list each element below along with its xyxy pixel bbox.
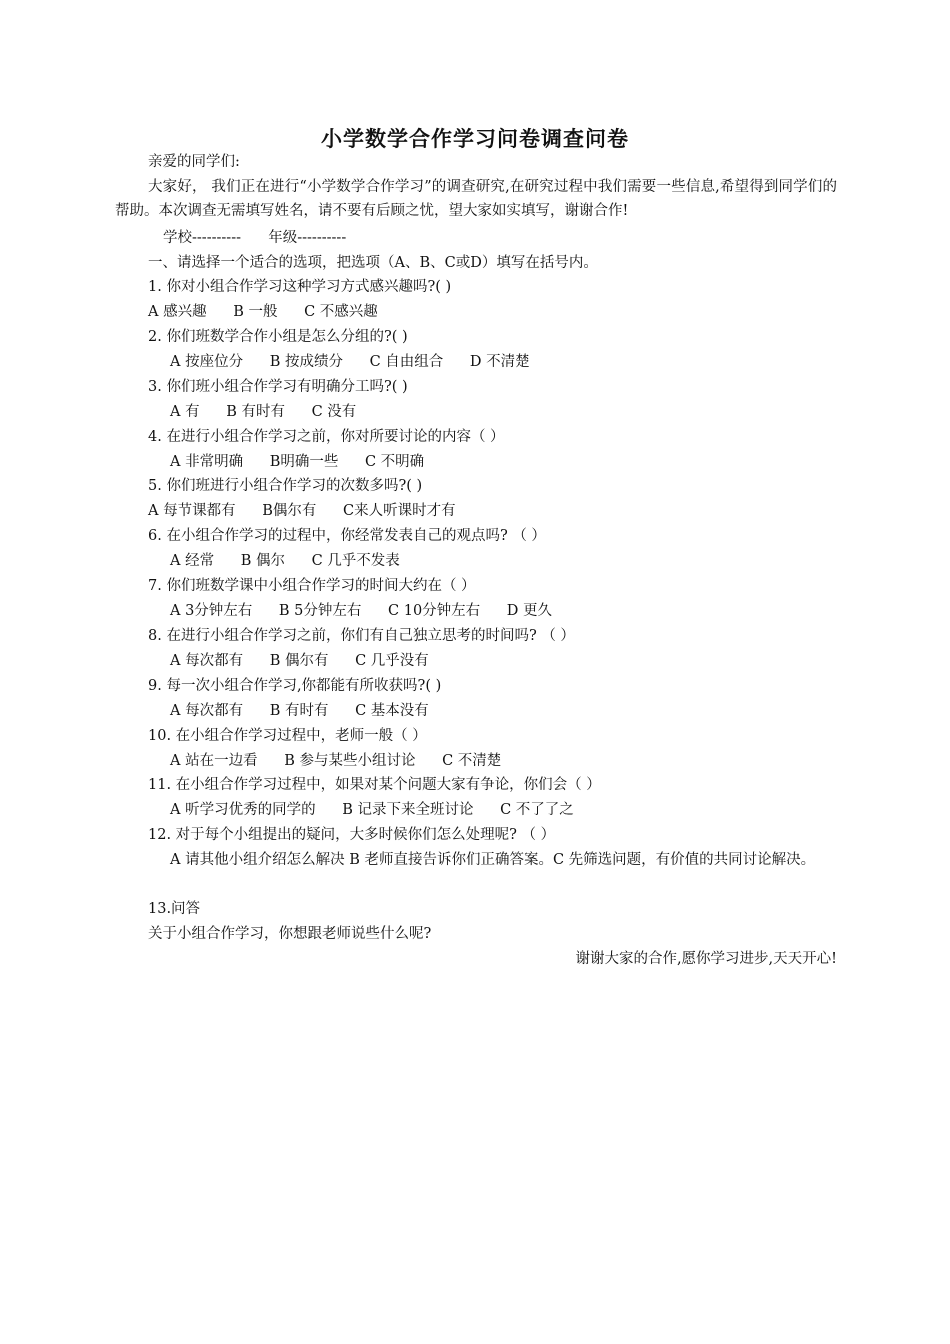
- options-5: [148, 501, 478, 521]
- options-10: [170, 751, 523, 771]
- option[interactable]: C 不感兴趣: [304, 304, 378, 320]
- option[interactable]: A 每次都有: [170, 653, 244, 669]
- option[interactable]: A 每次都有: [170, 703, 244, 719]
- option[interactable]: C 没有: [311, 404, 357, 420]
- options-7: [170, 601, 574, 621]
- option[interactable]: C 10分钟左右: [388, 603, 481, 619]
- option[interactable]: D 不清楚: [469, 354, 530, 370]
- question-11: 11. 在小组合作学习过程中，如果对某个问题大家有争论，你们会（ ）: [148, 777, 601, 793]
- option[interactable]: C 不明确: [364, 454, 425, 470]
- option[interactable]: B 5分钟左右: [278, 603, 362, 619]
- question-13-prompt: 关于小组合作学习，你想跟老师说些什么呢?: [148, 926, 432, 942]
- question-3: 3. 你们班小组合作学习有明确分工吗?( ): [148, 379, 408, 395]
- option[interactable]: A 按座位分: [170, 354, 244, 370]
- option[interactable]: A 有: [170, 404, 200, 420]
- option[interactable]: A 每节课都有: [148, 503, 236, 519]
- question-7: 7. 你们班数学课中小组合作学习的时间大约在（ ）: [148, 578, 476, 594]
- option[interactable]: A 3分钟左右: [170, 603, 253, 619]
- options-6: [170, 551, 422, 571]
- question-2: 2. 你们班数学合作小组是怎么分组的?( ): [148, 329, 408, 345]
- instruction-text: 一、请选择一个适合的选项，把选项（A、B、C或D）填写在括号内。: [148, 255, 598, 271]
- options-3: [170, 402, 378, 422]
- options-9: [170, 701, 451, 721]
- question-5: 5. 你们班进行小组合作学习的次数多吗?( ): [148, 478, 423, 494]
- option[interactable]: C 几乎没有: [355, 653, 429, 669]
- question-8: 8. 在进行小组合作学习之前，你们有自己独立思考的时间吗? （ ）: [148, 628, 575, 644]
- question-1: 1. 你对小组合作学习这种学习方式感兴趣吗?( ): [148, 279, 452, 295]
- question-13-title: 13.问答: [148, 901, 201, 917]
- option[interactable]: C来人听课时才有: [342, 503, 456, 519]
- option[interactable]: B偶尔有: [262, 503, 317, 519]
- option[interactable]: B 按成绩分: [269, 354, 343, 370]
- option[interactable]: B 记录下来全班讨论: [342, 802, 474, 818]
- grade-field[interactable]: 年级----------: [268, 230, 347, 246]
- option[interactable]: B 偶尔有: [269, 653, 329, 669]
- question-10: 10. 在小组合作学习过程中，老师一般（ ）: [148, 728, 427, 744]
- question-6: 6. 在小组合作学习的过程中，你经常发表自己的观点吗? （ ）: [148, 528, 546, 544]
- question-4: 4. 在进行小组合作学习之前，你对所要讨论的内容（ ）: [148, 429, 505, 445]
- school-field[interactable]: 学校----------: [163, 230, 241, 246]
- option[interactable]: C 几乎不发表: [311, 553, 400, 569]
- option[interactable]: A 听学习优秀的同学的: [170, 802, 316, 818]
- option[interactable]: B 有时有: [269, 703, 329, 719]
- closing-note: 谢谢大家的合作,愿你学习进步,天天开心!: [575, 951, 837, 967]
- option[interactable]: C 不清楚: [442, 753, 502, 769]
- question-9: 9. 每一次小组合作学习,你都能有所收获吗?( ): [148, 678, 442, 694]
- option[interactable]: B 有时有: [226, 404, 285, 420]
- options-12: A 请其他小组介绍怎么解决 B 老师直接告诉你们正确答案。C 先筛选问题，有价值的共同讨论解决。: [170, 852, 816, 868]
- school-grade-row: [163, 228, 346, 248]
- option[interactable]: B 参与某些小组讨论: [284, 753, 416, 769]
- options-11: [170, 800, 596, 820]
- option[interactable]: B 一般: [233, 304, 278, 320]
- option[interactable]: B明确一些: [269, 454, 339, 470]
- option[interactable]: B 偶尔: [240, 553, 285, 569]
- option[interactable]: C 基本没有: [355, 703, 429, 719]
- page-title: 小学数学合作学习问卷调查问卷: [321, 126, 629, 151]
- options-1: [148, 302, 400, 322]
- option[interactable]: A 感兴趣: [148, 304, 207, 320]
- option[interactable]: C 不了了之: [500, 802, 574, 818]
- options-2: [170, 352, 552, 372]
- option[interactable]: A 非常明确: [170, 454, 244, 470]
- options-4: [170, 452, 446, 472]
- option[interactable]: D 更久: [506, 603, 553, 619]
- option[interactable]: C 自由组合: [369, 354, 444, 370]
- option[interactable]: A 经常: [170, 553, 215, 569]
- intro-paragraph: 大家好， 我们正在进行“小学数学合作学习”的调查研究,在研究过程中我们需要一些信息,希望得到同学们的帮助。本次调查无需填写姓名，请不要有后顾之忧，望大家如实填写，谢谢合作!: [115, 179, 837, 219]
- greeting: 亲爱的同学们:: [148, 154, 240, 170]
- option[interactable]: A 站在一边看: [170, 753, 258, 769]
- question-12: 12. 对于每个小组提出的疑问，大多时候你们怎么处理呢? （ ）: [148, 827, 556, 843]
- options-8: [170, 651, 451, 671]
